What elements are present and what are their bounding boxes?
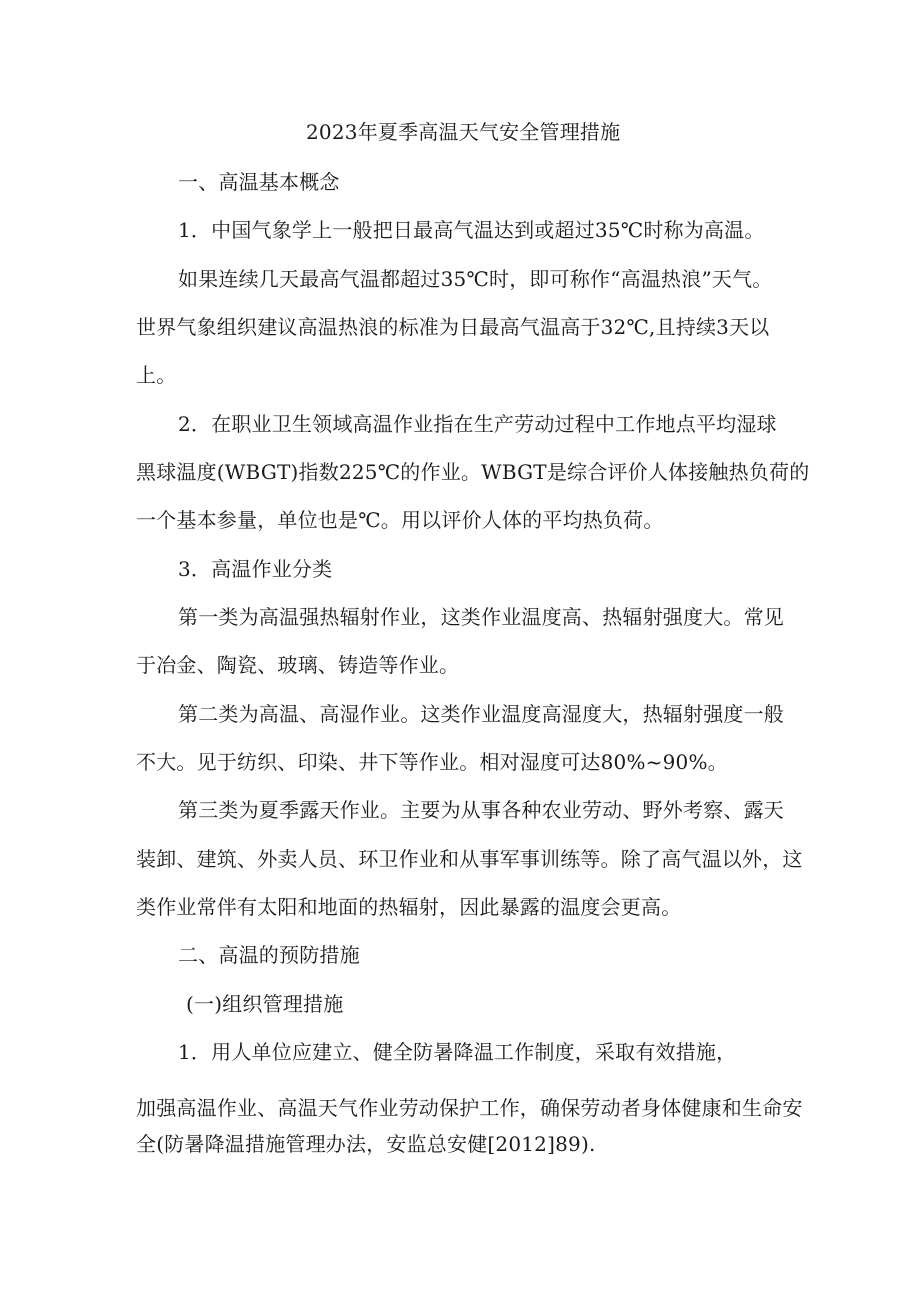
paragraph-line: 第二类为高温、高湿作业。这类作业温度高湿度大，热辐射强度一般 — [178, 702, 784, 726]
paragraph-line: 黑球温度(WBGT)指数225℃的作业。WBGT是综合评价人体接触热负荷的 — [136, 460, 810, 484]
paragraph-line: 第一类为高温强热辐射作业，这类作业温度高、热辐射强度大。常见 — [178, 605, 784, 629]
paragraph-line: 1．用人单位应建立、健全防暑降温工作制度，采取有效措施， — [178, 1040, 737, 1064]
paragraph-line: 装卸、建筑、外卖人员、环卫作业和从事军事训练等。除了高气温以外，这 — [136, 847, 803, 871]
section-heading: 二、高温的预防措施 — [178, 943, 360, 967]
paragraph-line: 不大。见于纺织、印染、井下等作业。相对湿度可达80%~90%。 — [136, 750, 728, 774]
paragraph-line: 第三类为夏季露天作业。主要为从事各种农业劳动、野外考察、露天 — [178, 798, 784, 822]
document-title: 2023年夏季高温天气安全管理措施 — [306, 120, 621, 144]
paragraph-line: 全(防暑降温措施管理办法，安监总安健[2012]89). — [136, 1132, 596, 1156]
paragraph-line: 如果连续几天最高气温都超过35℃时，即可称作“高温热浪”天气。 — [178, 267, 773, 291]
paragraph-line: 于冶金、陶瓷、玻璃、铸造等作业。 — [136, 653, 460, 677]
paragraph-line: 加强高温作业、高温天气作业劳动保护工作，确保劳动者身体健康和生命安 — [136, 1096, 803, 1120]
section-heading: 一、高温基本概念 — [178, 170, 340, 194]
paragraph-line: 1．中国气象学上一般把日最高气温达到或超过35℃时称为高温。 — [178, 218, 765, 242]
paragraph-line: 一个基本参量，单位也是℃。用以评价人体的平均热负荷。 — [136, 508, 664, 532]
subsection-heading: (一)组织管理措施 — [186, 992, 344, 1016]
paragraph-line: 类作业常伴有太阳和地面的热辐射，因此暴露的温度会更高。 — [136, 895, 682, 919]
paragraph-line: 上。 — [136, 363, 177, 387]
paragraph-line: 2．在职业卫生领域高温作业指在生产劳动过程中工作地点平均湿球 — [178, 412, 777, 436]
paragraph-line: 世界气象组织建议高温热浪的标准为日最高气温高于32℃,且持续3天以 — [136, 315, 770, 339]
paragraph-line: 3．高温作业分类 — [178, 557, 333, 581]
